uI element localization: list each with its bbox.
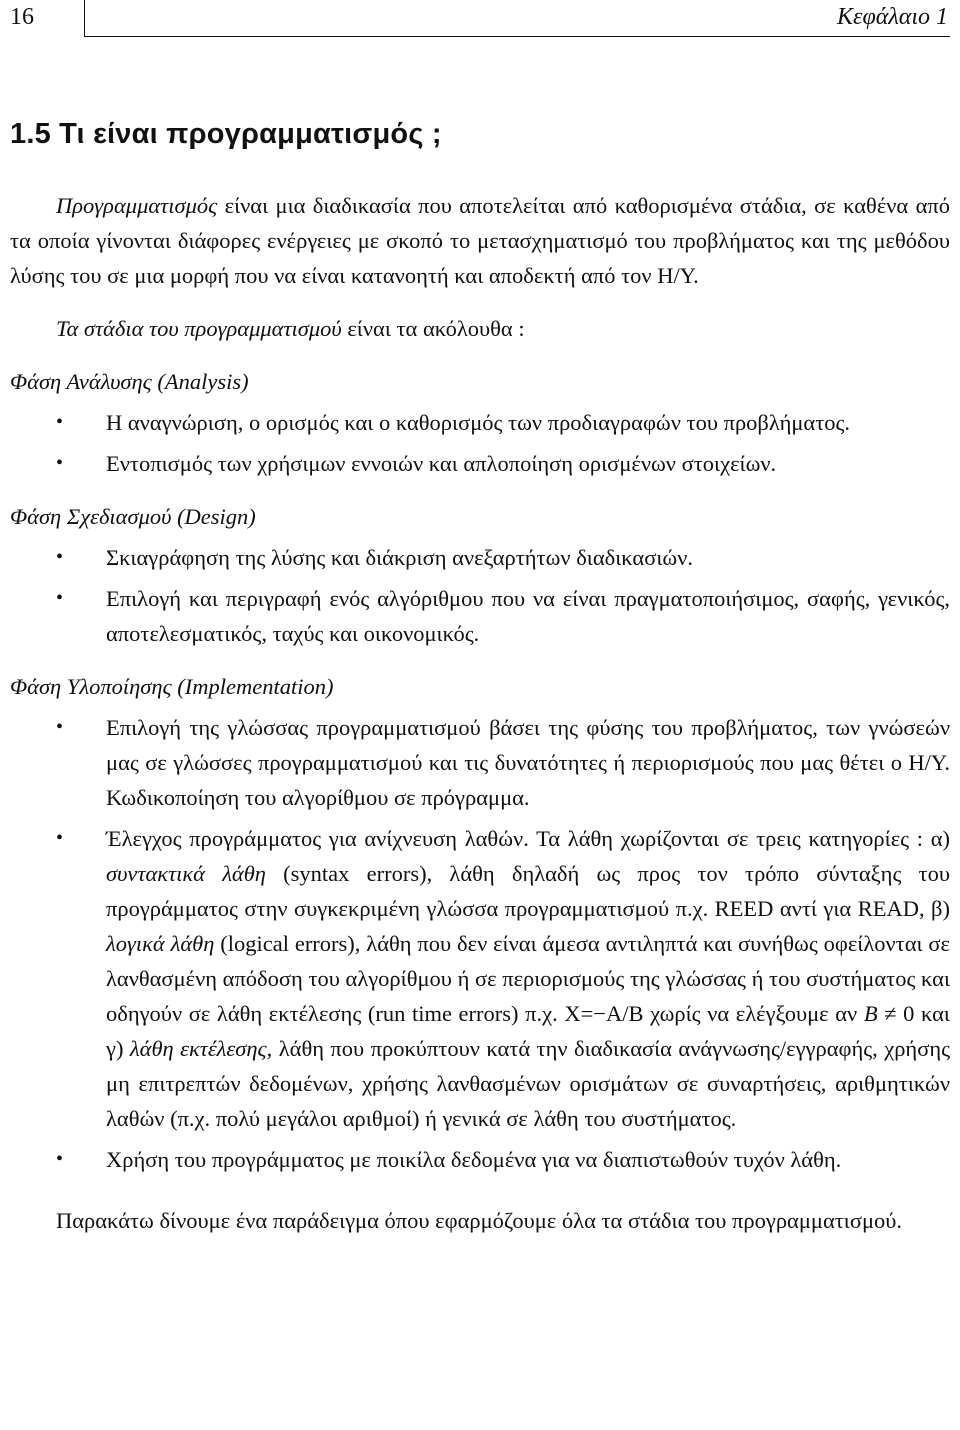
- list-item: • Εντοπισμός των χρήσιμων εννοιών και απλοποίηση ορισμένων στοιχείων.: [10, 446, 950, 481]
- list-item-errors: • Έλεγχος προγράμματος για ανίχνευση λαθών. Τα λάθη χωρίζονται σε τρεις κατηγορίες : α) συντακτικά λάθη (syntax errors), λάθη δηλαδή ως προς τον τρόπο σύνταξης του προγράμματος στην συγκεκριμένη γλώσσα προγραμματισμού π.χ. REED αντί για READ, β) λογικά λάθη (logical errors), λάθη που δεν είναι άμεσα αντιληπτά και συνήθως οφείλονται σε λανθασμένη απόδοση του αλγορίθμου ή σε περιορισμούς της γλώσσας ή του συστήματος και οδηγούν σε λάθη εκτέλεσης (run time errors) π.χ. X=−A/B χωρίς να ελέγξουμε αν B ≠ 0 και γ) λάθη εκτέλεσης, λάθη που προκύπτουν κατά την διαδικασία ανάγνωσης/εγγραφής, χρήσης μη επιτρεπτών δεδομένων, χρήσης λανθασμένων ορισμάτων σε συναρτήσεις, αριθμητικών λαθών (π.χ. πολύ μεγάλοι αριθμοί) ή γενικά σε λάθη του συστήματος.: [10, 821, 950, 1136]
- list-item: • Σκιαγράφηση της λύσης και διάκριση ανεξαρτήτων διαδικασιών.: [10, 540, 950, 575]
- closing-paragraph: Παρακάτω δίνουμε ένα παράδειγμα όπου εφαρμόζουμε όλα τα στάδια του προγραμματισμού.: [56, 1208, 903, 1233]
- header-divider-horizontal: [84, 36, 950, 37]
- stages-term: Τα στάδια του προγραμματισμού: [56, 316, 342, 341]
- phase-implementation-list: [10, 710, 950, 1177]
- bullet-icon: •: [56, 1148, 64, 1170]
- list-item: • Χρήση του προγράμματος με ποικίλα δεδομένα για να διαπιστωθούν τυχόν λάθη.: [10, 1142, 950, 1177]
- math-inequality: ≠ 0: [877, 1001, 915, 1026]
- page-header: [0, 0, 960, 38]
- phase-design-title: Φάση Σχεδιασμού (Design): [10, 504, 256, 529]
- bullet-icon: •: [56, 452, 64, 474]
- bullet-icon: •: [56, 716, 64, 738]
- math-variable: B: [863, 1001, 878, 1026]
- phase-design-list: [10, 540, 950, 651]
- bullet-icon: •: [56, 587, 64, 609]
- phase-analysis-list: [10, 405, 950, 481]
- intro-term: Προγραμματισμός: [56, 193, 218, 218]
- logical-errors-term: λογικά λάθη: [106, 931, 215, 956]
- page-body: [10, 188, 950, 1238]
- phase-implementation-title: Φάση Υλοποίησης (Implementation): [10, 674, 334, 699]
- bullet-icon: •: [56, 827, 64, 849]
- chapter-label: Κεφάλαιο 1: [837, 4, 948, 30]
- list-item: • Επιλογή της γλώσσας προγραμματισμού βάσει της φύσης του προβλήματος, των γνώσεών μας σε γλώσσες προγραμματισμού και τις δυνατότητες ή περιορισμούς που μας θέτει ο Η/Υ. Κωδικοποίηση του αλγορίθμου σε πρόγραμμα.: [10, 710, 950, 815]
- list-item: • Επιλογή και περιγραφή ενός αλγόριθμου που να είναι πραγματοποιήσιμος, σαφής, γενικός, αποτελεσματικός, ταχύς και οικονομικός.: [10, 581, 950, 651]
- header-divider-vertical: [84, 0, 85, 36]
- page-number: 16: [10, 4, 34, 30]
- section-title: 1.5 Τι είναι προγραμματισμός ;: [10, 118, 442, 150]
- stages-text: είναι τα ακόλουθα :: [341, 316, 525, 341]
- intro-paragraph: [10, 188, 950, 293]
- phase-analysis-title: Φάση Ανάλυσης (Analysis): [10, 369, 249, 394]
- intro-text: είναι μια διαδικασία που αποτελείται από καθορισμένα στάδια, σε καθένα από τα οποία γίνονται διάφορες ενέργειες με σκοπό το μετασχηματισμό του προβλήματος και της μεθόδου λύσης του σε μια μορφή που να είναι κατανοητή και αποδεκτή από τον Η/Υ.: [10, 193, 950, 288]
- syntax-errors-term: συντακτικά λάθη: [106, 861, 266, 886]
- runtime-errors-term: λάθη εκτέλεσης,: [129, 1036, 273, 1061]
- list-item: • Η αναγνώριση, ο ορισμός και ο καθορισμός των προδιαγραφών του προβλήματος.: [10, 405, 950, 440]
- bullet-icon: •: [56, 546, 64, 568]
- bullet-icon: •: [56, 411, 64, 433]
- stages-intro: [10, 311, 950, 346]
